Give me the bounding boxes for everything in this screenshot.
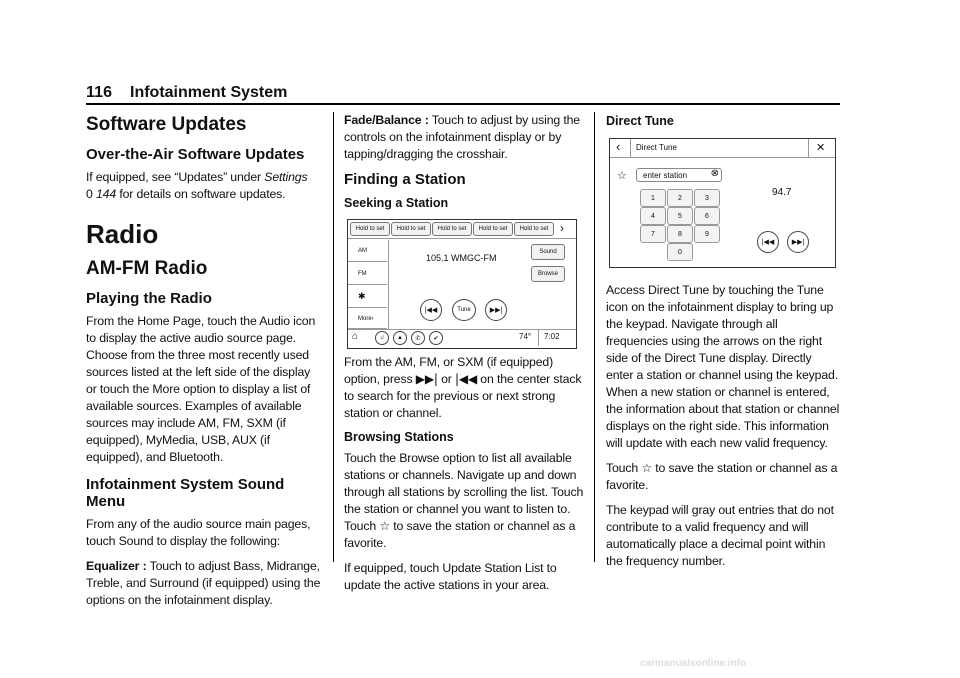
back-icon[interactable]: ‹ — [616, 139, 621, 154]
heading-sound-menu: Infotainment System Sound Menu — [86, 476, 285, 510]
keypad-key[interactable]: 3 — [694, 189, 720, 207]
side-divider — [388, 240, 389, 329]
keypad-key[interactable]: 2 — [667, 189, 693, 207]
seek-forward-icon: ▶▶| — [415, 372, 438, 386]
column-divider — [594, 112, 595, 562]
heading-playing: Playing the Radio — [86, 290, 212, 307]
bluetooth-icon[interactable]: ✱ — [348, 286, 387, 308]
browse-button[interactable]: Browse — [531, 266, 565, 282]
station-entry-field[interactable]: enter station ⊗ — [636, 168, 722, 182]
tune-up-icon[interactable]: ▶▶| — [787, 231, 809, 253]
home-icon[interactable]: ⌂ — [352, 331, 359, 342]
favorite-star-icon[interactable]: ☆ — [617, 170, 627, 182]
page-number: 116 — [86, 84, 113, 101]
column-1 — [86, 112, 322, 617]
seek-back-icon: |◀◀ — [454, 372, 478, 386]
heading-am-fm: AM-FM Radio — [86, 258, 208, 279]
keypad-key[interactable]: 8 — [667, 225, 693, 243]
preset-bar — [348, 220, 576, 239]
backspace-icon[interactable]: ⊗ — [710, 168, 719, 179]
titlebar-divider — [630, 139, 631, 157]
titlebar-divider — [808, 139, 809, 157]
preset-button[interactable]: Hold to set — [514, 222, 554, 236]
chevron-right-icon[interactable]: › — [560, 221, 564, 235]
clock: 7:02 — [544, 332, 560, 341]
bottom-bar-rule — [348, 329, 576, 330]
header-rule — [86, 103, 840, 105]
heading-ota: Over-the-Air Software Updates — [86, 146, 305, 163]
keypad-key[interactable]: 4 — [640, 207, 666, 225]
column-2 — [344, 112, 584, 602]
ota-paragraph: If equipped, see “Updates” under Settings 0 144 for details on software updates. — [86, 170, 308, 201]
update-paragraph: If equipped, touch Update Station List to update the active stations in your area. — [344, 561, 557, 592]
keypad-key[interactable]: 1 — [640, 189, 666, 207]
heading-radio: Radio — [86, 219, 159, 249]
direct-tune-title: Direct Tune — [636, 143, 677, 152]
watermark: carmanualsonline.info — [640, 658, 747, 669]
keypad-key[interactable]: 7 — [640, 225, 666, 243]
page-ref-arrow-icon: 0 — [86, 187, 93, 201]
seek-screen-illustration — [347, 219, 577, 349]
preset-button[interactable]: Hold to set — [391, 222, 431, 236]
heading-seeking: Seeking a Station — [344, 196, 449, 210]
sound-paragraph: From any of the audio source main pages, touch Sound to display the following: — [86, 517, 311, 548]
browsing-paragraph: Touch the Browse option to list all available stations or channels. Navigate up and down through all stations by scrolling the list. Touch the station or channel you want to listen to. Touch ☆ to save the station or channel as a favorite. — [344, 451, 584, 550]
keypad-key[interactable]: 9 — [694, 225, 720, 243]
navigation-icon[interactable]: ▲ — [393, 331, 407, 345]
column-divider — [333, 112, 334, 562]
page-ref-link[interactable]: 144 — [95, 187, 117, 201]
sound-button[interactable]: Sound — [531, 244, 565, 260]
heading-direct-tune: Direct Tune — [606, 114, 674, 128]
source-more[interactable]: More › — [348, 309, 387, 329]
keypad-key[interactable]: 0 — [667, 243, 693, 261]
source-am[interactable]: AM — [348, 240, 387, 262]
close-icon[interactable]: ✕ — [816, 142, 826, 154]
heading-browsing: Browsing Stations — [344, 430, 454, 444]
direct-tune-screen-illustration — [609, 138, 836, 268]
temperature: 74° — [519, 332, 532, 341]
section-title: Infotainment System — [130, 84, 288, 101]
heading-software-updates: Software Updates — [86, 114, 247, 135]
seek-back-icon[interactable]: |◀◀ — [420, 299, 442, 321]
seek-paragraph: From the AM, FM, or SXM (if equipped) option, press ▶▶| or |◀◀ on the center stack to search for the previous or next strong station or channel. — [344, 355, 582, 420]
heading-finding: Finding a Station — [344, 171, 466, 188]
apps-icon[interactable]: ✔ — [429, 331, 443, 345]
fade-paragraph: Fade/Balance : Touch to adjust by using the controls on the infotainment display or by tapping/dragging the crosshair. — [344, 113, 580, 161]
keypad-paragraph: The keypad will gray out entries that do not contribute to a valid frequency and will automatically place a decimal point within the frequency number. — [606, 503, 834, 568]
favorite-star-icon: ☆ — [641, 461, 652, 475]
keypad-key[interactable]: 6 — [694, 207, 720, 225]
direct-tune-titlebar — [610, 139, 835, 158]
direct-tune-favorite-paragraph: Touch ☆ to save the station or channel as a favorite. — [606, 461, 838, 492]
tune-down-icon[interactable]: |◀◀ — [757, 231, 779, 253]
preset-button[interactable]: Hold to set — [350, 222, 390, 236]
preset-button[interactable]: Hold to set — [432, 222, 472, 236]
playing-paragraph: From the Home Page, touch the Audio icon to display the active audio source page. Choose from the three most recently used sources listed at the left side of the display or touch the More option to display a list of available sources. Examples of available sources may include AM, FM, SXM (if equipped), MyMedia, USB, AUX (if equipped), and Bluetooth. — [86, 314, 316, 464]
favorite-star-icon: ☆ — [379, 519, 390, 533]
seek-forward-icon[interactable]: ▶▶| — [485, 299, 507, 321]
tune-button[interactable]: Tune — [452, 299, 476, 321]
direct-tune-paragraph: Access Direct Tune by touching the Tune icon on the infotainment display to bring up the keypad. Navigate through all frequencies using the arrows on the right side of the Direct Tune display. Directly enter a station or channel using the keypad. When a new station or channel is entered, the information about that station or channel displays on the right side. This information will update with each new valid frequency. — [606, 283, 840, 450]
equalizer-paragraph: Equalizer : Touch to adjust Bass, Midrange, Treble, and Surround (if equipped) using the options on the infotainment display. — [86, 559, 321, 607]
frequency-display: 94.7 — [772, 187, 792, 198]
source-fm[interactable]: FM — [348, 263, 387, 285]
preset-button[interactable]: Hold to set — [473, 222, 513, 236]
audio-icon[interactable]: ♫ — [375, 331, 389, 345]
status-divider — [538, 330, 539, 346]
station-name: 105.1 WMGC-FM — [426, 253, 497, 263]
keypad-key[interactable]: 5 — [667, 207, 693, 225]
phone-icon[interactable]: ✆ — [411, 331, 425, 345]
